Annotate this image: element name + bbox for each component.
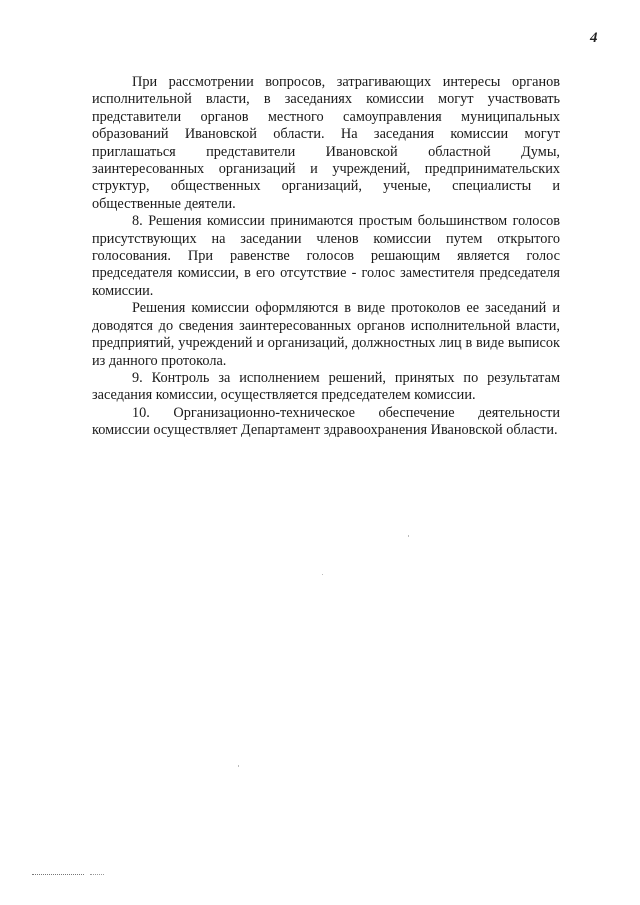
- paragraph-item-9-control: 9. Контроль за исполнением решений, принятых по результатам заседания комиссии, осуществляется председателем комиссии.: [92, 369, 560, 404]
- paragraph-item-10-support: 10. Организационно-техническое обеспечение деятельности комиссии осуществляет Департамент здравоохранения Ивановской области.: [92, 404, 560, 439]
- scan-speck: [408, 535, 409, 537]
- paragraph-participants: При рассмотрении вопросов, затрагивающих интересы органов исполнительной власти, в заседаниях комиссии могут участвовать представители органов местного самоуправления муниципальных образований Ивановской области. На заседания комиссии могут приглашаться представители Ивановской областной Думы, заинтересованных организаций и учреждений, предпринимательских структур, общественных организаций, ученые, специалисты и общественные деятели.: [92, 74, 560, 212]
- scan-speck: [238, 765, 239, 767]
- footer-dotted-line: [90, 874, 104, 875]
- page-number: 4: [590, 30, 598, 46]
- document-body: [92, 74, 560, 440]
- paragraph-item-8-decisions: 8. Решения комиссии принимаются простым большинством голосов присутствующих на заседании членов комиссии путем открытого голосования. При равенстве голосов решающим является голос председателя комиссии, в его отсутствие - голос заместителя председателя комиссии.: [92, 213, 560, 299]
- paragraph-protocols: Решения комиссии оформляются в виде протоколов ее заседаний и доводятся до сведения заинтересованных органов исполнительной власти, предприятий, учреждений и организаций, должностных лиц в виде выписок из данного протокола.: [92, 300, 560, 369]
- scan-speck: [322, 574, 323, 575]
- footer-dotted-line: [32, 874, 84, 875]
